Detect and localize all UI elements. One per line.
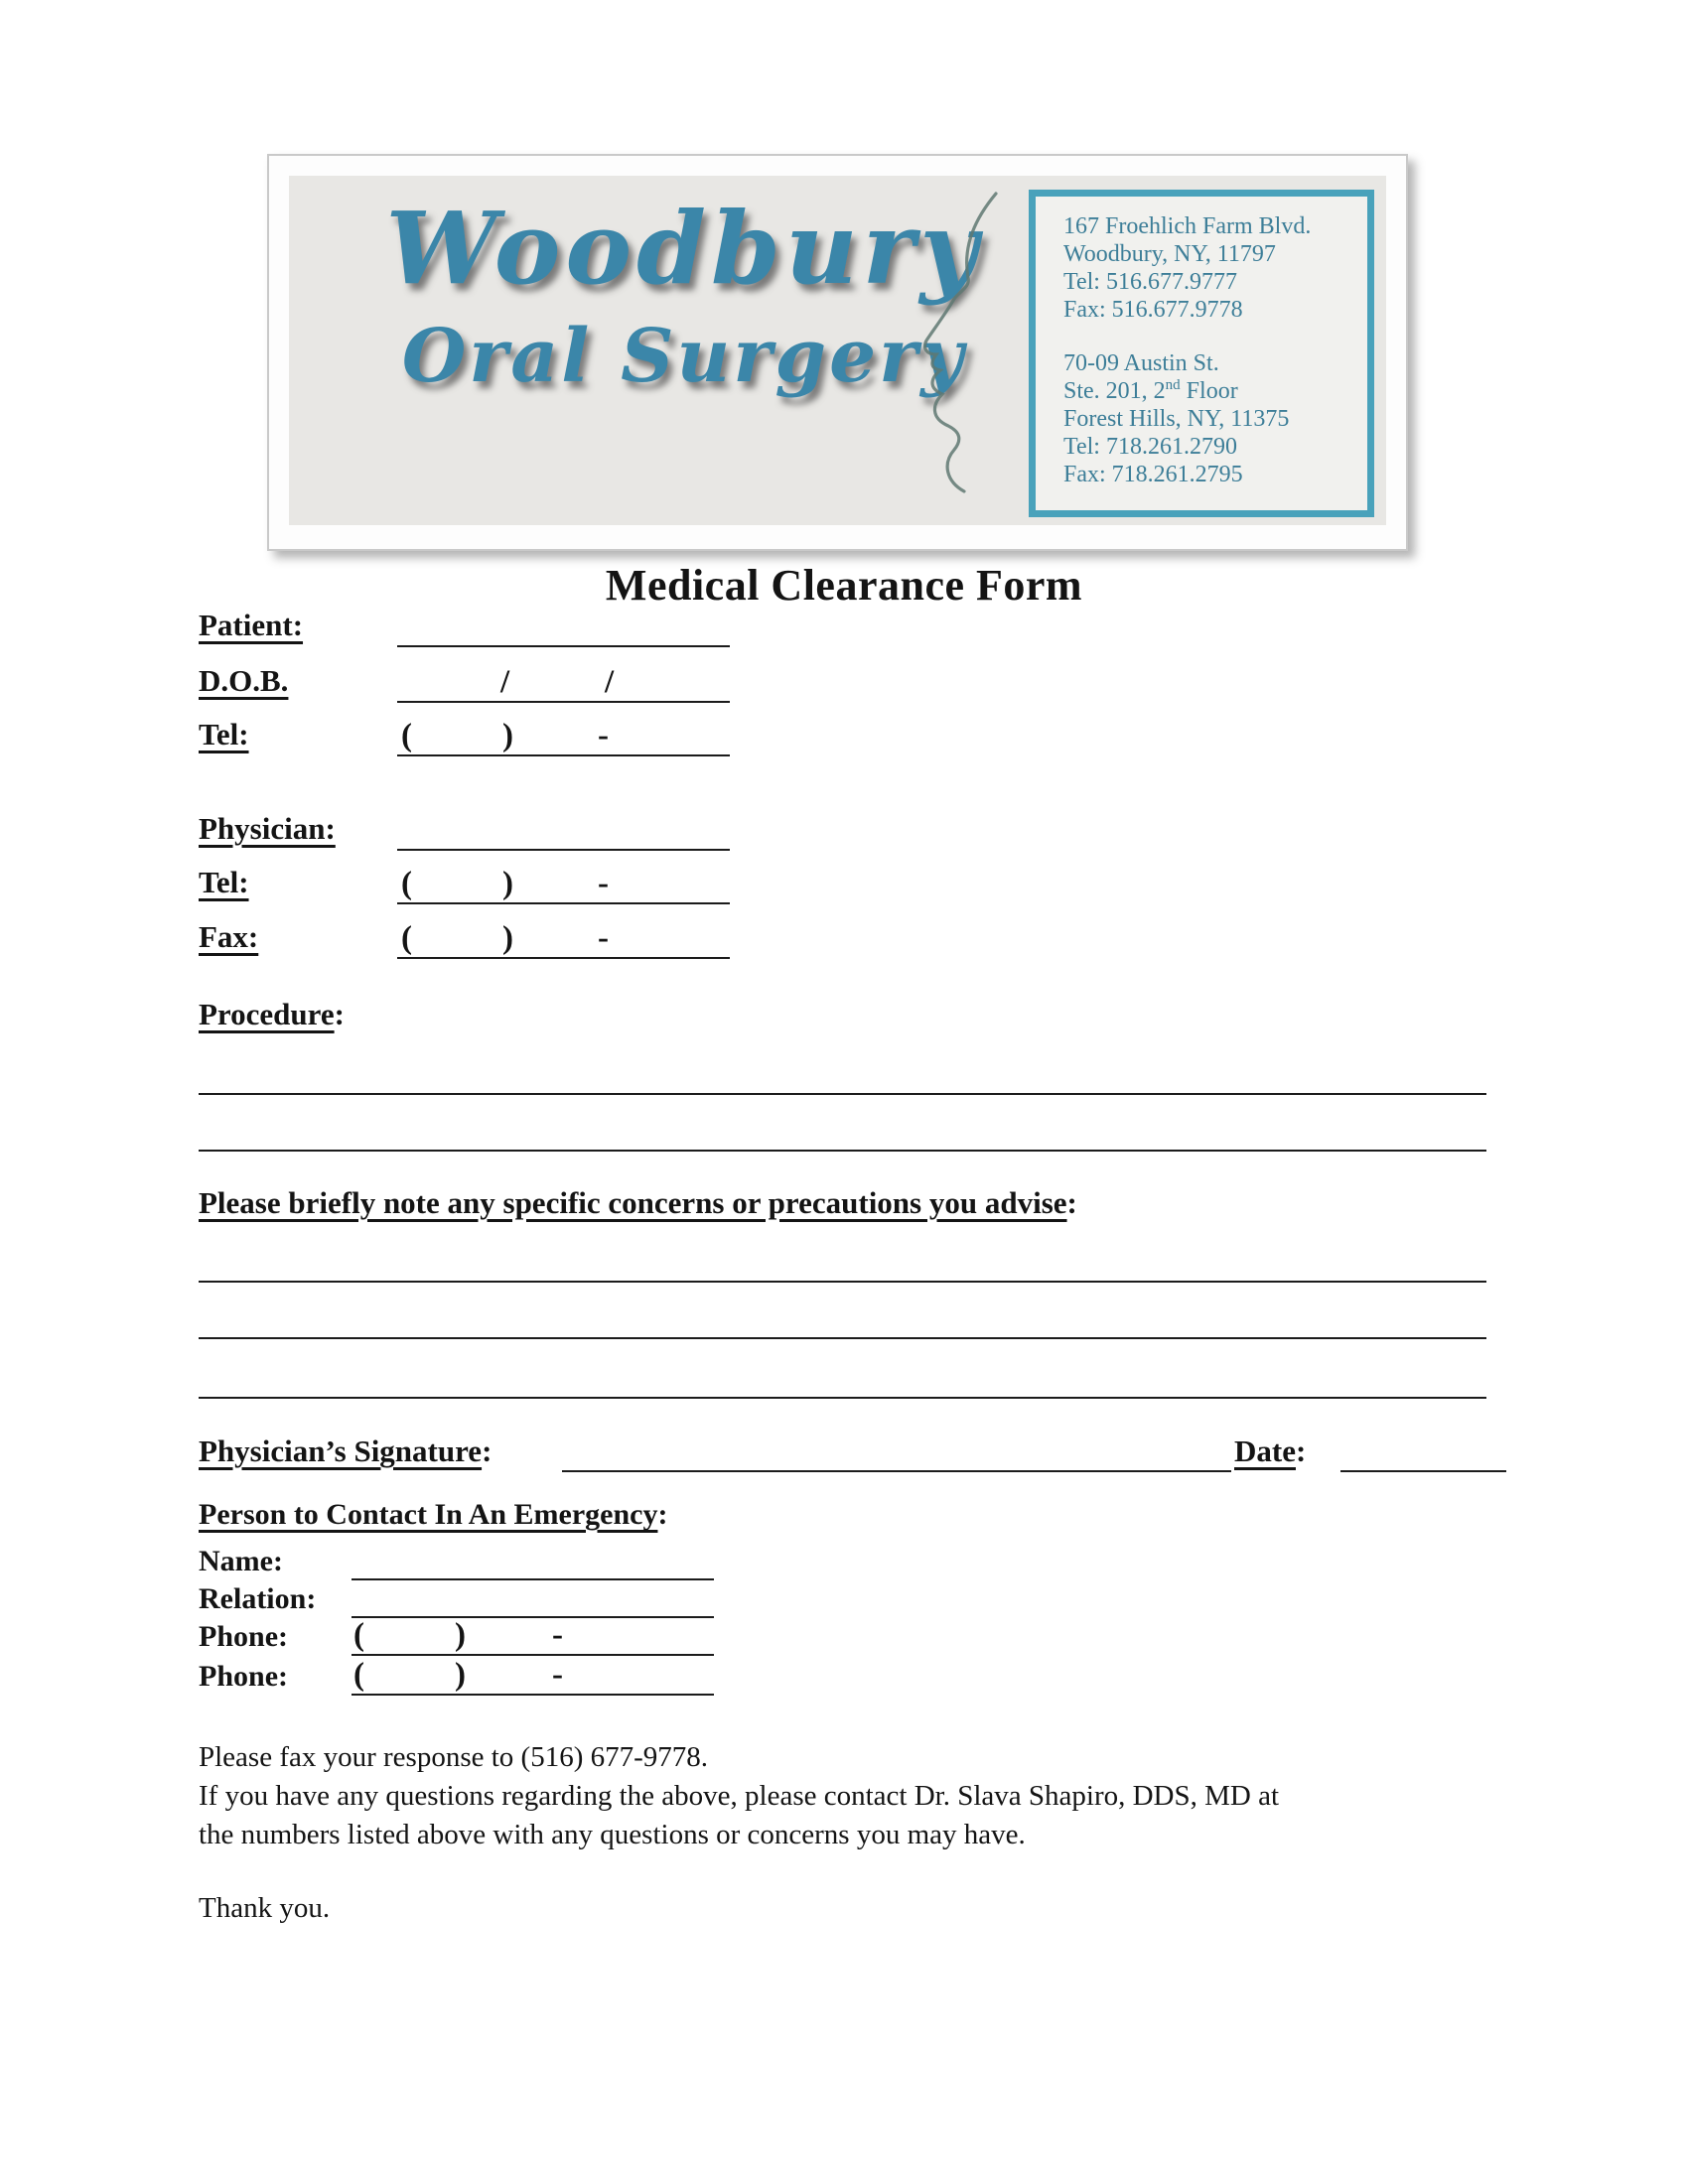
procedure-writein-line[interactable] [199, 1150, 1486, 1152]
physician-field[interactable] [397, 807, 730, 851]
dob-row [199, 657, 730, 703]
physician-tel-field[interactable] [397, 861, 730, 904]
open-paren: ( [353, 1617, 364, 1653]
questions-note-line1: If you have any questions regarding the above, please contact Dr. Slava Shapiro, DDS, MD at [199, 1780, 1280, 1812]
page-title: Medical Clearance Form [605, 561, 1083, 610]
letterhead-panel [289, 176, 1386, 525]
logo-name-line1: Woodbury [385, 190, 983, 307]
open-paren: ( [353, 1657, 364, 1693]
address-line: 70-09 Austin St. [1063, 350, 1219, 376]
address-line-part: Floor [1180, 378, 1238, 404]
physician-fax-row [199, 913, 730, 959]
emergency-relation-field[interactable] [352, 1580, 714, 1618]
physician-tel-label: Tel: [199, 865, 249, 899]
date-heading [1234, 1433, 1306, 1469]
emergency-heading [199, 1495, 667, 1535]
emergency-name-row [199, 1541, 714, 1580]
emergency-heading-label: Person to Contact In An Emergency [199, 1498, 658, 1531]
concerns-writein-line[interactable] [199, 1397, 1486, 1399]
physician-label: Physician: [199, 811, 336, 846]
phone-dash: - [552, 1657, 563, 1693]
signature-field[interactable] [562, 1470, 1231, 1472]
open-paren: ( [401, 920, 412, 956]
concerns-label: Please briefly note any specific concerns or precautions you advise [199, 1185, 1067, 1220]
dob-label: D.O.B. [199, 663, 289, 698]
date-slash: / [605, 664, 615, 700]
date-colon: : [1295, 1433, 1307, 1468]
questions-note-line2: the numbers listed above with any questions or concerns you may have. [199, 1819, 1026, 1850]
close-paren: ) [455, 1657, 466, 1693]
address-line: Tel: 718.261.2790 [1063, 434, 1237, 460]
procedure-colon: : [334, 997, 345, 1031]
close-paren: ) [502, 920, 513, 956]
date-slash: / [500, 664, 510, 700]
emergency-phone2-field[interactable] [352, 1658, 714, 1696]
patient-tel-label: Tel: [199, 717, 249, 751]
phone-dash: - [598, 866, 609, 901]
thank-you-note: Thank you. [199, 1892, 331, 1924]
logo-name-line2: Oral Surgery [401, 314, 967, 399]
address-line: Fax: 718.261.2795 [1063, 462, 1243, 487]
address-separator [1063, 324, 1359, 349]
address-line: Fax: 516.677.9778 [1063, 297, 1243, 323]
patient-tel-field[interactable] [397, 713, 730, 756]
phone-dash: - [598, 718, 609, 753]
signature-label: Physician’s Signature [199, 1433, 483, 1468]
emergency-phone1-label: Phone: [199, 1620, 288, 1653]
emergency-name-field[interactable] [352, 1543, 714, 1580]
emergency-phone-row [199, 1616, 714, 1656]
patient-tel-row [199, 711, 730, 756]
address-line: 167 Froehlich Farm Blvd. [1063, 213, 1312, 239]
emergency-heading-colon: : [657, 1498, 668, 1531]
emergency-phone1-field[interactable] [352, 1618, 714, 1656]
phone-dash: - [598, 920, 609, 956]
open-paren: ( [401, 718, 412, 753]
signature-heading [199, 1433, 492, 1469]
contact-info-box [1029, 190, 1374, 517]
phone-dash: - [552, 1617, 563, 1653]
close-paren: ) [502, 866, 513, 901]
concerns-heading [199, 1183, 1077, 1223]
patient-field[interactable] [397, 604, 730, 647]
address-line [1063, 377, 1359, 405]
close-paren: ) [502, 718, 513, 753]
emergency-relation-row [199, 1578, 714, 1618]
emergency-phone-row [199, 1656, 714, 1696]
signature-colon: : [482, 1433, 492, 1468]
address-line: Tel: 516.677.9777 [1063, 269, 1237, 295]
address-line-part: Ste. 201, 2 [1063, 378, 1166, 404]
concerns-writein-line[interactable] [199, 1337, 1486, 1339]
face-profile-icon [885, 184, 1029, 511]
address-line: Forest Hills, NY, 11375 [1063, 406, 1290, 432]
patient-label: Patient: [199, 608, 304, 642]
concerns-writein-line[interactable] [199, 1281, 1486, 1283]
ordinal-superscript: nd [1165, 377, 1181, 393]
letterhead [267, 154, 1408, 551]
date-field[interactable] [1340, 1470, 1506, 1472]
emergency-name-label: Name: [199, 1545, 283, 1577]
procedure-heading [199, 995, 345, 1034]
physician-fax-field[interactable] [397, 915, 730, 959]
physician-tel-row [199, 859, 730, 904]
emergency-relation-label: Relation: [199, 1582, 317, 1615]
fax-instruction: Please fax your response to (516) 677-9778. [199, 1741, 709, 1773]
physician-row [199, 805, 730, 851]
procedure-label: Procedure [199, 997, 335, 1031]
date-label: Date [1234, 1433, 1296, 1468]
dob-field[interactable] [397, 659, 730, 703]
close-paren: ) [455, 1617, 466, 1653]
open-paren: ( [401, 866, 412, 901]
concerns-colon: : [1066, 1185, 1077, 1220]
procedure-writein-line[interactable] [199, 1093, 1486, 1095]
address-line: Woodbury, NY, 11797 [1063, 241, 1276, 267]
emergency-phone2-label: Phone: [199, 1660, 288, 1693]
patient-row [199, 602, 730, 647]
physician-fax-label: Fax: [199, 919, 259, 954]
